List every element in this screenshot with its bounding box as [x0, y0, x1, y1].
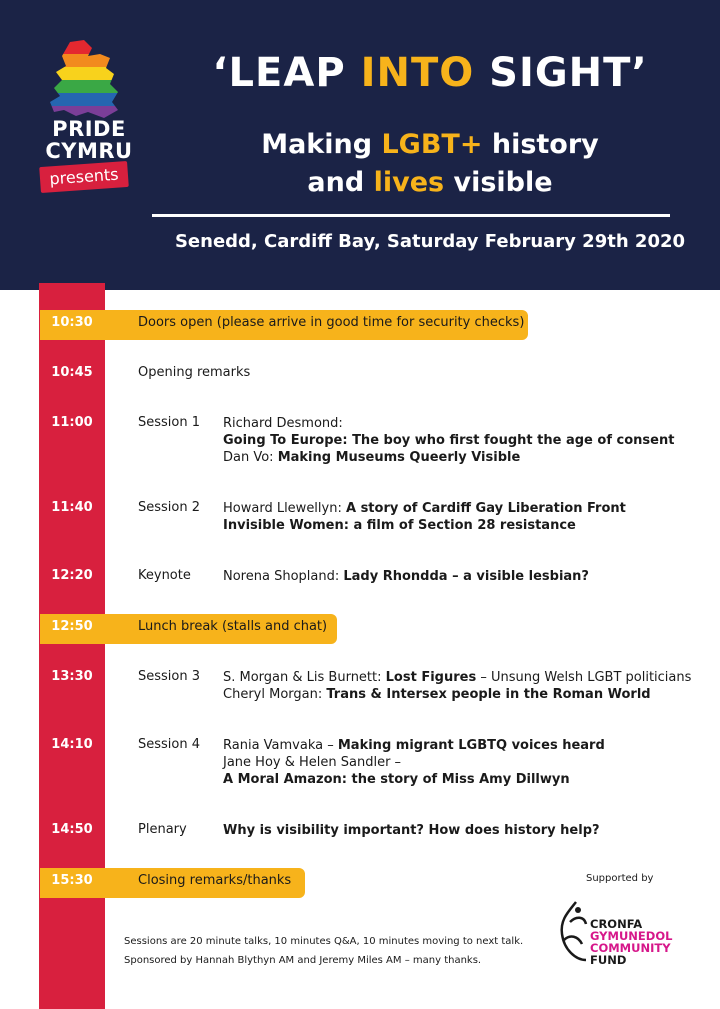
schedule-description-line — [223, 771, 713, 788]
schedule-time: 11:00 — [51, 415, 93, 430]
subtitle-pre: Making — [261, 129, 382, 160]
schedule-description-line — [223, 449, 713, 466]
subtitle-line2-pre: and — [307, 167, 374, 198]
schedule-label: Session 2 — [138, 500, 201, 515]
event-venue-date: Senedd, Cardiff Bay, Saturday February 29th 2020 — [174, 231, 686, 252]
schedule-description-line — [223, 432, 713, 449]
speaker-text: Norena Shopland: — [223, 569, 344, 584]
fund-line-gymunedol: GYMUNEDOL — [590, 929, 673, 943]
speaker-text: Howard Llewellyn: — [223, 501, 346, 516]
speaker-text: Jane Hoy & Helen Sandler – — [223, 755, 402, 770]
schedule-time: 12:50 — [51, 619, 93, 634]
supported-by-label: Supported by — [586, 873, 654, 884]
title-open: ‘LEAP — [212, 50, 361, 96]
fund-line-fund: FUND — [590, 953, 627, 967]
subtitle-line2-post: visible — [444, 167, 553, 198]
schedule-description-line — [223, 669, 713, 686]
event-subtitle — [150, 126, 710, 202]
schedule-time: 10:45 — [51, 365, 93, 380]
talk-title: Making Museums Queerly Visible — [277, 450, 521, 465]
talk-title: Lady Rhondda – a visible lesbian? — [343, 569, 589, 584]
schedule-description-line — [223, 517, 713, 534]
speaker-text: Dan Vo: — [223, 450, 278, 465]
subtitle-highlight-lgbt: LGBT+ — [381, 129, 483, 160]
speaker-text: Rania Vamvaka – — [223, 738, 338, 753]
schedule-description-line — [223, 686, 713, 703]
speaker-text: Cheryl Morgan: — [223, 687, 327, 702]
community-fund-logo-text — [590, 918, 672, 966]
schedule-time: 12:20 — [51, 568, 93, 583]
schedule-time: 10:30 — [51, 315, 93, 330]
talk-title: Going To Europe: The boy who first fought the age of consent — [223, 433, 675, 448]
title-close: SIGHT’ — [474, 50, 648, 96]
speaker-text: Richard Desmond: — [223, 416, 343, 431]
talk-title: Why is visibility important? How does history help? — [223, 823, 600, 838]
schedule-label: Session 4 — [138, 737, 201, 752]
presents-badge: presents — [39, 161, 129, 193]
fund-line-community: COMMUNITY — [590, 941, 671, 955]
schedule-description-line — [223, 754, 713, 771]
schedule-description — [223, 568, 713, 585]
schedule-time: 13:30 — [51, 669, 93, 684]
schedule-time: 14:10 — [51, 737, 93, 752]
header-divider — [152, 214, 670, 217]
schedule-label: Keynote — [138, 568, 191, 583]
event-title — [150, 48, 710, 98]
header-banner — [0, 0, 720, 290]
schedule-description-line — [223, 822, 713, 839]
talk-title: Invisible Women: a film of Section 28 resistance — [223, 518, 576, 533]
subtitle-line-2 — [150, 164, 710, 202]
wales-rainbow-map-icon — [48, 40, 128, 120]
subtitle-line-1 — [150, 126, 710, 164]
talk-subtitle: – Unsung Welsh LGBT politicians — [476, 670, 692, 685]
schedule-label: Lunch break (stalls and chat) — [138, 619, 328, 634]
schedule-description-line — [223, 500, 713, 517]
logo-line-pride: PRIDE — [52, 117, 126, 141]
talk-title: A Moral Amazon: the story of Miss Amy Dillwyn — [223, 772, 570, 787]
speaker-text: S. Morgan & Lis Burnett: — [223, 670, 386, 685]
schedule-label: Opening remarks — [138, 365, 251, 380]
logo-line-cymru: CYMRU — [45, 139, 133, 163]
pride-cymru-logo-text — [44, 118, 134, 162]
schedule-time: 15:30 — [51, 873, 93, 888]
schedule-description-line — [223, 568, 713, 585]
schedule-time: 11:40 — [51, 500, 93, 515]
schedule-description-line — [223, 737, 713, 754]
schedule-label: Session 1 — [138, 415, 201, 430]
footer-note-timing: Sessions are 20 minute talks, 10 minutes Q&A, 10 minutes moving to next talk. — [124, 936, 524, 947]
schedule-label: Session 3 — [138, 669, 201, 684]
subtitle-mid: history — [482, 129, 599, 160]
talk-title: Lost Figures — [385, 670, 477, 685]
schedule-description — [223, 415, 713, 466]
schedule-description — [223, 737, 713, 788]
schedule-description-line — [223, 415, 713, 432]
schedule-label: Plenary — [138, 822, 187, 837]
footer-notes — [124, 932, 564, 970]
schedule-label: Closing remarks/thanks — [138, 873, 292, 888]
footer-note-sponsors: Sponsored by Hannah Blythyn AM and Jeremy Miles AM – many thanks. — [124, 955, 482, 966]
talk-title: Making migrant LGBTQ voices heard — [337, 738, 605, 753]
talk-title: Trans & Intersex people in the Roman World — [326, 687, 651, 702]
fund-line-cronfa: CRONFA — [590, 917, 643, 931]
schedule-time: 14:50 — [51, 822, 93, 837]
title-highlight: INTO — [360, 50, 475, 96]
schedule-description — [223, 822, 713, 839]
schedule-description — [223, 669, 713, 703]
subtitle-highlight-lives: lives — [373, 167, 445, 198]
talk-title: A story of Cardiff Gay Liberation Front — [345, 501, 626, 516]
schedule-label: Doors open (please arrive in good time for security checks) — [138, 315, 525, 330]
schedule-description — [223, 500, 713, 534]
timeline-bar — [39, 283, 105, 1009]
